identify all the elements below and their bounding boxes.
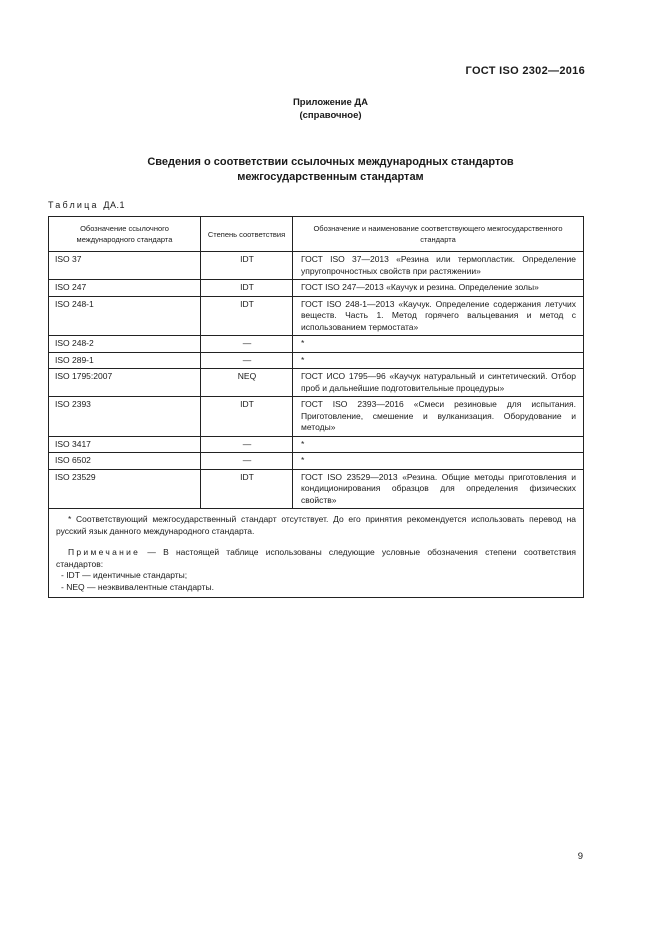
cell-standard: ISO 2393 <box>49 397 201 437</box>
cell-standard: ISO 289-1 <box>49 352 201 369</box>
section-title-line2: межгосударственным стандартам <box>237 171 424 183</box>
cell-standard: ISO 6502 <box>49 453 201 470</box>
document-id: ГОСТ ISO 2302—2016 <box>465 65 585 77</box>
table-row <box>49 336 584 353</box>
cell-name: ГОСТ ISO 37—2013 «Резина или термопластик. Определение упругопрочностных свойств при растяжении» <box>293 252 584 280</box>
note-label: Примечание <box>68 547 141 557</box>
table-footnote-row <box>49 509 584 598</box>
cell-standard: ISO 247 <box>49 280 201 297</box>
table-footnote <box>49 509 584 598</box>
cell-name: * <box>293 336 584 353</box>
cell-degree: IDT <box>201 469 293 509</box>
cell-name: ГОСТ ISO 2393—2016 «Смеси резиновые для испытания. Приготовление, смешение и вулканизация. Оборудование и методы» <box>293 397 584 437</box>
appendix-title: Приложение ДА <box>292 97 369 108</box>
cell-name: * <box>293 436 584 453</box>
cell-standard: ISO 1795:2007 <box>49 369 201 397</box>
cell-degree: — <box>201 336 293 353</box>
table-row <box>49 280 584 297</box>
cell-degree: IDT <box>201 397 293 437</box>
cell-degree: IDT <box>201 296 293 336</box>
cell-name: * <box>293 453 584 470</box>
cell-name: ГОСТ ISO 23529—2013 «Резина. Общие методы приготовления и кондиционирования образцов для определения физических свойств» <box>293 469 584 509</box>
cell-standard: ISO 3417 <box>49 436 201 453</box>
table-row <box>49 453 584 470</box>
column-header-standard: Обозначение ссылочного международного стандарта <box>49 217 201 252</box>
page-number: 9 <box>577 851 583 862</box>
cell-degree: IDT <box>201 252 293 280</box>
cell-degree: — <box>201 352 293 369</box>
cell-standard: ISO 23529 <box>49 469 201 509</box>
cell-degree: NEQ <box>201 369 293 397</box>
cell-name: ГОСТ ISO 248-1—2013 «Каучук. Определение содержания летучих веществ. Часть 1. Метод горячего вальцевания и метод с использованием термостата» <box>293 296 584 336</box>
note-item-neq: - NEQ — неэквивалентные стандарты. <box>61 581 214 592</box>
table-row <box>49 296 584 336</box>
table-header-row <box>49 217 584 252</box>
table-row <box>49 252 584 280</box>
cell-name: ГОСТ ИСО 1795—96 «Каучук натуральный и синтетический. Отбор проб и дальнейшие подготовительные процедуры» <box>293 369 584 397</box>
cell-degree: — <box>201 436 293 453</box>
cell-degree: — <box>201 453 293 470</box>
table-label-prefix: Таблица <box>48 200 99 210</box>
appendix-heading <box>0 96 661 122</box>
note-item-idt: - IDT — идентичные стандарты; <box>61 570 188 580</box>
cell-name: ГОСТ ISO 247—2013 «Каучук и резина. Определение золы» <box>293 280 584 297</box>
section-title <box>0 155 661 185</box>
table-row <box>49 352 584 369</box>
table-row <box>49 469 584 509</box>
cell-name: * <box>293 352 584 369</box>
table-row <box>49 369 584 397</box>
table-row <box>49 436 584 453</box>
cell-degree: IDT <box>201 280 293 297</box>
table-row <box>49 397 584 437</box>
footnote-star: * Соответствующий межгосударственный стандарт отсутствует. До его принятия рекомендуется использовать перевод на русский язык данного международного стандарта. <box>56 514 576 536</box>
section-title-line1: Сведения о соответствии ссылочных международных стандартов <box>147 156 514 168</box>
cell-standard: ISO 248-2 <box>49 336 201 353</box>
appendix-subtitle: (справочное) <box>299 110 362 121</box>
cell-standard: ISO 248-1 <box>49 296 201 336</box>
cell-standard: ISO 37 <box>49 252 201 280</box>
standards-table <box>48 216 584 598</box>
column-header-name: Обозначение и наименование соответствующего межгосударственного стандарта <box>293 217 584 252</box>
column-header-degree: Степень соответствия <box>201 217 293 252</box>
note-text: — В настоящей таблице использованы следующие условные обозначения степени соответствия стандартов: <box>56 547 576 569</box>
table-label <box>48 200 125 210</box>
table-label-number: ДА.1 <box>103 200 126 210</box>
footnote-note <box>56 547 576 570</box>
